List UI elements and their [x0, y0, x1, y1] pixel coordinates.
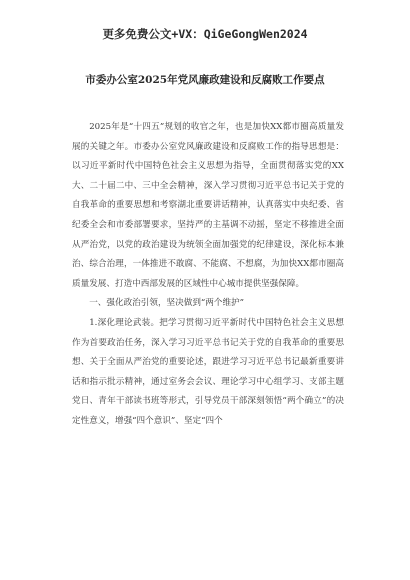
item-paragraph: 1.深化理论武装。把学习贯彻习近平新时代中国特色社会主义思想作为首要政治任务，深入学习习近平总书记关于党的自我革命的重要思想、关于全面从严治党的重要论述，跟进学习习近平总书记最新重要讲话和指示批示精神，通过室务会会议、理论学习中心组学习、支部主题党日、青年干部读书班等形式，引导党员干部深刻领悟“两个确立”的决定性意义，增强“四个意识”、坚定“四个	[72, 317, 344, 426]
intro-paragraph: 2025年是“十四五”规划的收官之年，也是加快XX都市圈高质量发展的关键之年。市委办公室党风廉政建设和反腐败工作的指导思想是：以习近平新时代中国特色社会主义思想为指导，全面贯彻落实党的XX大、二十届二中、三中全会精神，深入学习贯彻习近平总书记关于党的自我革命的重要思想和考察湖北重要讲话精神，认真落实中央纪委、省纪委全会和市委部署要求，坚持严的主基调不动摇，坚定不移推进全面从严治党，以党的政治建设为统领全面加强党的纪律建设，深化标本兼治、综合治理，一体推进不敢腐、不能腐、不想腐，为加快XX都市圈高质量发展、打造中西部发展的区域性中心城市提供坚强保障。	[72, 122, 344, 289]
section-heading: 一、强化政治引领，坚决做到“两个维护”	[89, 298, 245, 309]
document-title: 市委办公室2025年党风廉政建设和反腐败工作要点	[85, 74, 325, 86]
document-body	[72, 118, 344, 432]
promo-banner: 更多免费公文+VX：QiGeGongWen2024	[102, 27, 308, 41]
